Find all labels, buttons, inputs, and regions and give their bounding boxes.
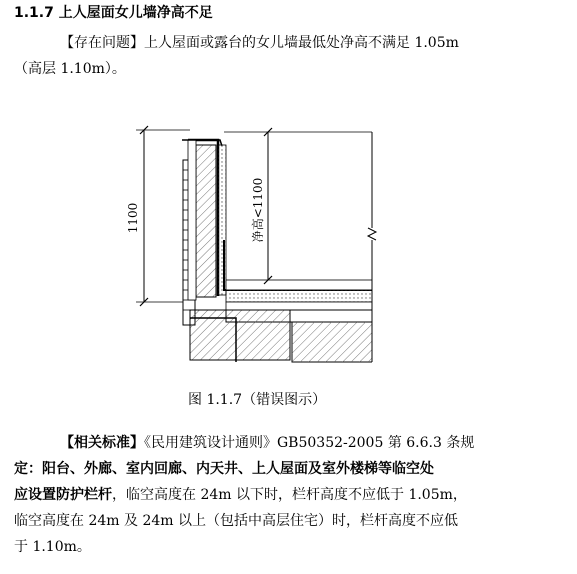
standard-line-1 xyxy=(14,430,544,456)
section-heading: 1.1.7 上人屋面女儿墙净高不足 xyxy=(14,5,213,21)
standard-requirement: 应设置防护栏杆 xyxy=(14,487,112,503)
standard-line-3 xyxy=(14,482,544,508)
problem-line-2: （高层 1.10m）。 xyxy=(14,61,126,77)
standard-source: 《民用建筑设计通则》GB50352-2005 第 6.6.3 条规 xyxy=(144,435,475,451)
standard-line-5: 于 1.10m。 xyxy=(14,539,91,555)
figure-caption: 图 1.1.7（错误图示） xyxy=(188,392,327,408)
standard-height-rule-1: ，临空高度在 24m 以下时，栏杆高度不应低于 1.05m， xyxy=(112,487,467,503)
standard-def-label: 定： xyxy=(14,461,42,477)
height-dimension xyxy=(126,126,190,306)
standard-line-4: 临空高度在 24m 及 24m 以上（包括中高层住宅）时，栏杆高度不应低 xyxy=(14,513,458,529)
standard-locations: 阳台、外廊、室内回廊、内天井、上人屋面及室外楼梯等临空处 xyxy=(42,461,434,477)
standard-paragraph xyxy=(14,430,544,560)
problem-paragraph xyxy=(14,30,534,82)
standard-line-2 xyxy=(14,456,544,482)
clear-height-dimension xyxy=(224,128,372,284)
parapet-section-drawing xyxy=(112,120,382,370)
waterproof-upturn xyxy=(218,145,372,295)
parapet-wall xyxy=(182,140,222,300)
standard-label: 【相关标准】 xyxy=(60,435,144,451)
problem-line-1: 【存在问题】上人屋面或露台的女儿墙最低处净高不满足 1.05m xyxy=(60,35,459,51)
clear-height-label: 净高<1100 xyxy=(251,177,265,243)
dimension-label-1100: 1100 xyxy=(126,202,140,234)
